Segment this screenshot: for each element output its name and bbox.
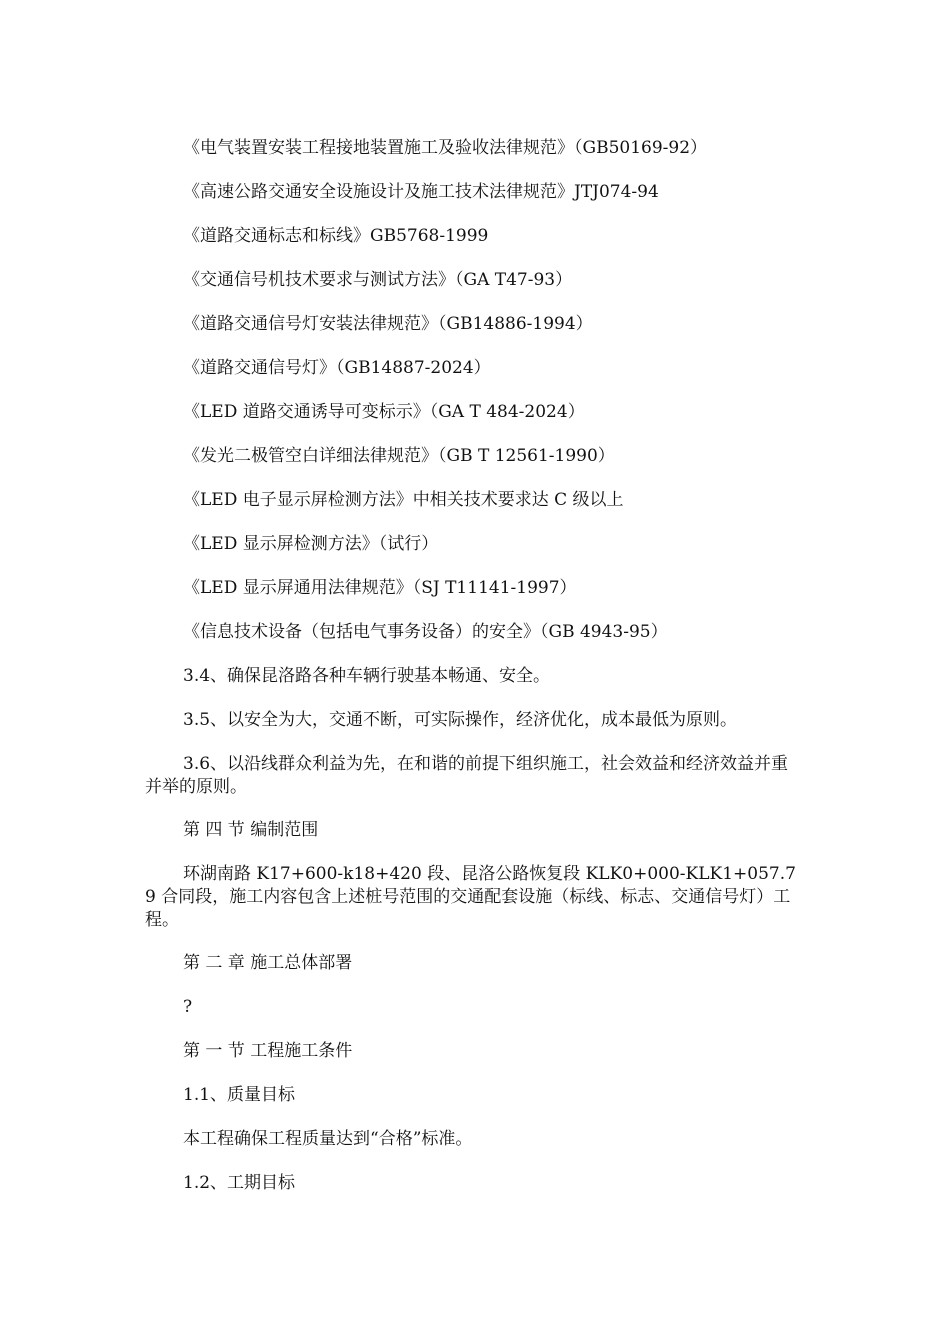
paragraph-item-3-6: 3.6、以沿线群众利益为先，在和谐的前提下组织施工，社会效益和经济效益并重并举的原则。	[145, 754, 789, 797]
paragraph-standard-ga-t484: 《LED 道路交通诱导可变标示》（GA T 484-2024）	[183, 402, 585, 422]
paragraph-item-3-4: 3.4、确保昆洛路各种车辆行驶基本畅通、安全。	[183, 666, 551, 686]
subheading-quality-target: 1.1、质量目标	[183, 1085, 296, 1105]
paragraph-standard-gb14887: 《道路交通信号灯》（GB14887-2024）	[183, 358, 491, 378]
paragraph-standard-gb5768: 《道路交通标志和标线》GB5768-1999	[183, 226, 489, 246]
paragraph-standard-ga-t47: 《交通信号机技术要求与测试方法》（GA T47-93）	[183, 270, 573, 290]
paragraph-standard-sj-t11141: 《LED 显示屏通用法律规范》（SJ T11141-1997）	[183, 578, 577, 598]
paragraph-standard-gb-t12561: 《发光二极管空白详细法律规范》（GB T 12561-1990）	[183, 446, 615, 466]
section-heading-scope: 第 四 节 编制范围	[183, 820, 319, 840]
paragraph-standard-gb14886: 《道路交通信号灯安装法律规范》（GB14886-1994）	[183, 314, 593, 334]
paragraph-quality-standard: 本工程确保工程质量达到“合格”标准。	[183, 1129, 473, 1149]
subheading-schedule-target: 1.2、工期目标	[183, 1173, 296, 1193]
paragraph-placeholder-mark: ?	[183, 997, 193, 1017]
paragraph-led-detection-c-level: 《LED 电子显示屏检测方法》中相关技术要求达 C 级以上	[183, 490, 624, 510]
chapter-heading-deployment: 第 二 章 施工总体部署	[183, 953, 353, 973]
paragraph-standard-jtj074: 《高速公路交通安全设施设计及施工技术法律规范》JTJ074-94	[183, 182, 659, 202]
paragraph-standard-gb4943: 《信息技术设备（包括电气事务设备）的安全》（GB 4943-95）	[183, 622, 668, 642]
paragraph-led-detection-trial: 《LED 显示屏检测方法》（试行）	[183, 534, 439, 554]
paragraph-standard-gb50169: 《电气装置安装工程接地装置施工及验收法律规范》（GB50169-92）	[183, 138, 708, 158]
paragraph-scope-description: 环湖南路 K17+600-k18+420 段、昆洛公路恢复段 KLK0+000-KLK1+057.79 合同段，施工内容包含上述桩号范围的交通配套设施（标线、标志、交通信号灯）工程。	[145, 864, 796, 930]
paragraph-item-3-5: 3.5、以安全为大，交通不断，可实际操作，经济优化，成本最低为原则。	[183, 710, 738, 730]
section-heading-conditions: 第 一 节 工程施工条件	[183, 1041, 353, 1061]
